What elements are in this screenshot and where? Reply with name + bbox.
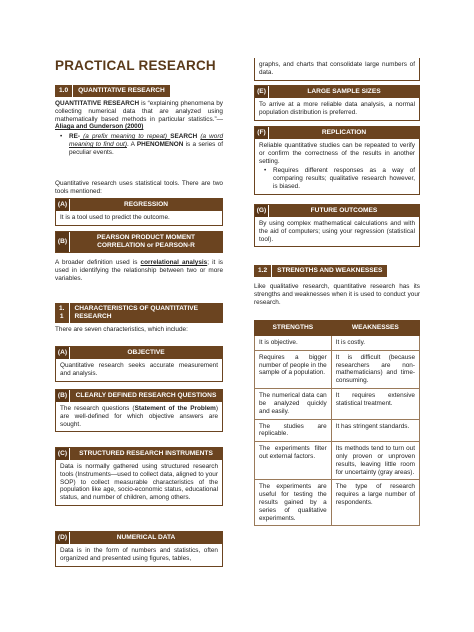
tool-pearson-box: (B) PEARSON PRODUCT MOMENT CORRELATION or PEARSON-R: [55, 231, 223, 253]
tool-regression-title: REGRESSION: [124, 201, 168, 208]
section-label: QUANTITATIVE RESEARCH: [78, 87, 165, 94]
section-1-0-header: [55, 85, 223, 97]
numerical-continuation: graphs, and charts that consolidate large numbers of data.: [254, 58, 420, 81]
section-1-2-header: 1.2 STRENGTHS AND WEAKNESSES: [254, 265, 420, 277]
definition-text: is “explaining phenomena by collecting numerical data that are analyzed using mathematically based methods in particular statistics.”—: [55, 100, 223, 123]
definition-paragraph: [55, 100, 223, 157]
char-objective-box: (A) OBJECTIVE Quantitative research seeks accurate measurement and analysis.: [55, 346, 223, 382]
header-weaknesses: WEAKNESSES: [331, 321, 419, 336]
char-replication-box: (F) REPLICATION Reliable quantitative studies can be repeated to verify or confirm the correctness of the results in another setting. • Requires different responses as a way of comparing results; qualitative research however, is biased.: [254, 126, 420, 195]
citation: Aliaga and Gunderson (2000): [55, 123, 144, 131]
char-sample-box: (E) LARGE SAMPLE SIZES To arrive at a more reliable data analysis, a normal population distribution is preferred.: [254, 85, 420, 121]
char-questions-box: (B) CLEARLY DEFINED RESEARCH QUESTIONS The research questions (Statement of the Problem) are well-defined for which objective answers are sought.: [55, 389, 223, 432]
char-numerical-box: (D) NUMERICAL DATA Data is in the form of numbers and statistics, often organized and presented using figures, tables,: [55, 531, 223, 567]
tool-regression-body: It is a tool used to predict the outcome.: [60, 214, 170, 222]
correlational-paragraph: A broader definition used is correlational analysis; it is used in identifying the relationship between two or more variables.: [55, 259, 223, 282]
table-row: It is objective. It is costly.: [255, 336, 420, 351]
table-row: The studies are replicable. It has stringent standards.: [255, 419, 420, 442]
sw-intro: Like qualitative research, quantitative research has its strengths and weaknesses when it is used to conduct your research.: [254, 283, 420, 306]
term-quantitative: QUANTITATIVE RESEARCH: [55, 100, 140, 107]
table-row: The experiments are useful for testing the results gained by a series of qualitative experiments. The type of research requires a large number of respondents.: [255, 480, 420, 526]
strengths-weaknesses-table: [254, 320, 420, 526]
replication-bullet: • Requires different responses as a way of comparing results; qualitative research however, is biased.: [259, 167, 415, 190]
bullet-re-search: • RE- (a prefix meaning to repeat) SEARCH (a word meaning to find out). A PHENOMENON is a series of peculiar events.: [55, 133, 223, 156]
section-number: 1.0: [55, 85, 73, 97]
seven-characteristics: There are seven characteristics, which include:: [55, 326, 188, 333]
section-1-1-header: 1. 1 CHARACTERISTICS OF QUANTITATIVE RESEARCH: [55, 303, 223, 323]
table-row: Requires a bigger number of people in the sample of a population. It is difficult (because researchers are non-mathematicians) and time-consuming.: [255, 350, 420, 388]
tool-pearson-title: PEARSON PRODUCT MOMENT CORRELATION or PEARSON-R: [96, 234, 196, 250]
tool-regression-box: (A) REGRESSION It is a tool used to predict the outcome.: [55, 198, 223, 226]
page-title: PRACTICAL RESEARCH: [55, 58, 216, 73]
stats-intro: Quantitative research uses statistical tools. There are two tools mentioned:: [55, 180, 223, 195]
char-instruments-box: (C) STRUCTURED RESEARCH INSTRUMENTS Data is normally gathered using structured research tools (Instruments—used to collect data, aligned to your SOP) to collect measurable characteristics of the population like age, socio-economic status, educational status, and number of children, among others.: [55, 447, 223, 506]
char-future-box: (G) FUTURE OUTCOMES By using complex mathematical calculations and with the aid of computers; using your regression (statistical tool).: [254, 204, 420, 247]
header-strengths: STRENGTHS: [255, 321, 332, 336]
table-row: The numerical data can be analyzed quickly and easily. It requires extensive statistical treatment.: [255, 389, 420, 419]
table-row: The experiments filter out external factors. Its methods tend to turn out only proven or unproven results, leaving little room for uncertainty (gray areas).: [255, 442, 420, 480]
